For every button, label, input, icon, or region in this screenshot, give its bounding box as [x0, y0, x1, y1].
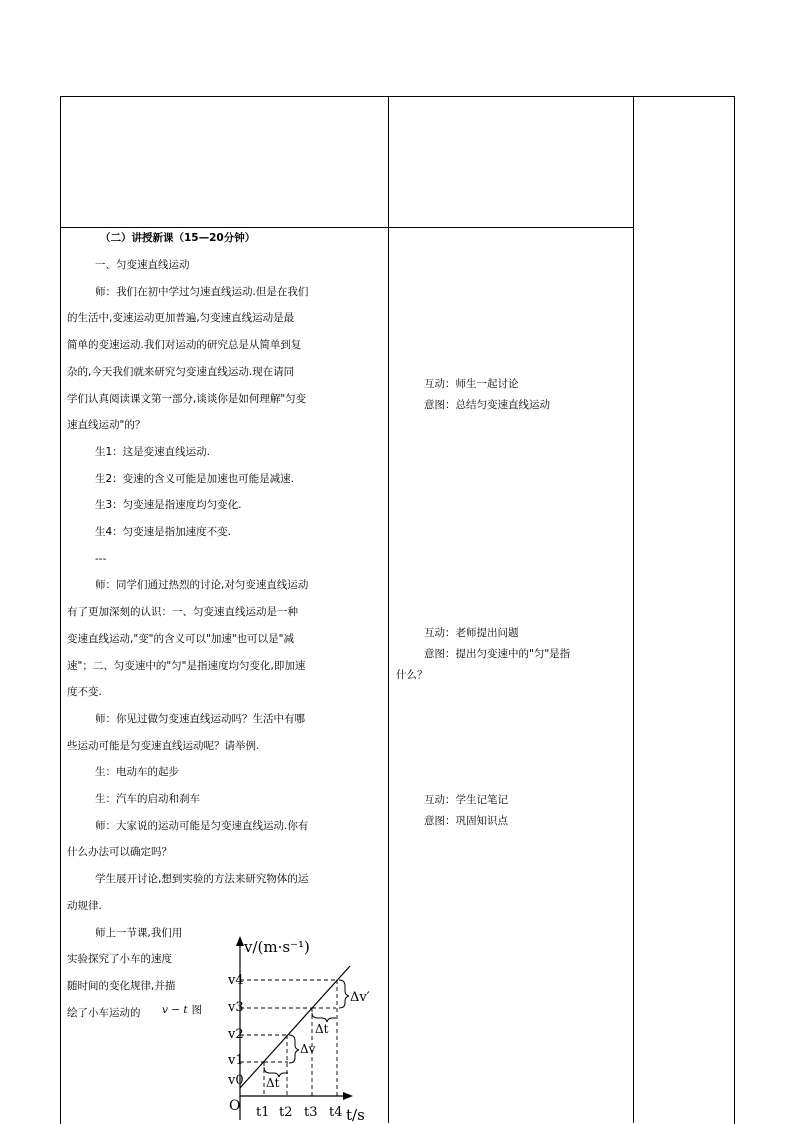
content-line: 学生展开讨论,想到实验的方法来研究物体的运 [95, 873, 309, 885]
content-line: 一、匀变速直线运动 [95, 259, 190, 271]
content-line: 度不变. [67, 686, 102, 698]
tick-t2: t2 [279, 1105, 293, 1120]
content-line: 生1：这是变速直线运动. [95, 446, 211, 458]
intent-note: 意图：总结匀变速直线运动 [424, 399, 550, 411]
tick-v0: v0 [228, 1073, 244, 1088]
content-line: 师：我们在初中学过匀速直线运动.但是在我们 [95, 286, 309, 298]
tick-v2: v2 [228, 1027, 244, 1042]
intent-note: 意图：巩固知识点 [424, 815, 508, 827]
content-line: 师上一节课,我们用 [95, 927, 183, 939]
content-line: 生：汽车的启动和刹车 [95, 793, 200, 805]
interaction-note: 互动：学生记笔记 [424, 794, 508, 806]
content-line: --- [95, 553, 107, 565]
delta-v-label-2: Δv′ [350, 990, 370, 1005]
delta-t-label-1: Δt [266, 1076, 280, 1090]
content-line: 的生活中,变速运动更加普遍,匀变速直线运动是最 [67, 312, 295, 324]
content-line: 有了更加深刻的认识：一、匀变速直线运动是一种 [67, 606, 298, 618]
interaction-note: 互动：师生一起讨论 [424, 378, 519, 390]
delta-t-label-2: Δt [315, 1022, 329, 1036]
tick-v4: v4 [228, 973, 244, 988]
content-line: 生4：匀变速是指加速度不变. [95, 526, 232, 538]
content-line: 师：你见过做匀变速直线运动吗？生活中有哪 [95, 713, 305, 725]
vt-graph-suffix: 图 [191, 1004, 203, 1016]
content-line: 些运动可能是匀变速直线运动呢？请举例. [67, 740, 260, 752]
content-line: 速"；二、匀变速中的"匀"是指速度均匀变化,即加速 [67, 660, 306, 672]
row-divider [60, 227, 634, 228]
x-axis-label: t/s [346, 1106, 365, 1123]
content-line: 师：大家说的运动可能是匀变速直线运动.你有 [95, 820, 309, 832]
tick-v1: v1 [228, 1053, 244, 1068]
origin-label: O [229, 1098, 241, 1114]
vt-line [240, 966, 350, 1088]
tick-t1: t1 [256, 1105, 270, 1120]
content-line: 随时间的变化规律,并描 [67, 980, 176, 992]
y-axis-label: v/(m·s⁻¹) [244, 938, 310, 956]
v-axis-arrow [236, 936, 244, 946]
column-divider-2 [633, 96, 634, 1123]
delta-v-label-1: Δv [300, 1042, 316, 1056]
vt-graph-label: v − t [162, 1004, 188, 1016]
content-line: 变速直线运动,"变"的含义可以"加速"也可以是"减 [67, 633, 294, 645]
interaction-note: 互动：老师提出问题 [424, 627, 519, 639]
tick-t3: t3 [304, 1105, 318, 1120]
intent-note: 意图：提出匀变速中的"匀"是指 [424, 648, 571, 660]
velocity-time-graph [222, 930, 382, 1123]
section-title: （二）讲授新课（15—20分钟） [100, 232, 256, 244]
content-line: 绘了小车运动的 [67, 1007, 141, 1019]
intent-note-cont: 什么？ [396, 669, 428, 681]
t-axis-arrow [343, 1092, 353, 1100]
vt-inline [158, 1003, 218, 1017]
tick-t4: t4 [329, 1105, 343, 1120]
delta-v-brace-2 [339, 980, 349, 1008]
column-divider-1 [388, 96, 389, 1123]
tick-v3: v3 [228, 1000, 244, 1015]
content-line: 什么办法可以确定吗？ [67, 846, 172, 858]
content-line: 杂的,今天我们就来研究匀变速直线运动.现在请同 [67, 366, 295, 378]
delta-t-brace-2 [312, 1013, 336, 1022]
delta-v-brace-1 [289, 1035, 299, 1063]
content-line: 简单的变速运动.我们对运动的研究总是从简单到复 [67, 339, 302, 351]
content-line: 实验探究了小车的速度 [67, 953, 172, 965]
content-line: 生：电动车的起步 [95, 766, 179, 778]
content-line: 动规律. [67, 900, 102, 912]
content-line: 速直线运动"的？ [67, 419, 146, 431]
content-line: 学们认真阅读课文第一部分,谈谈你是如何理解"匀变 [67, 393, 307, 405]
content-line: 生3：匀变速是指速度均匀变化. [95, 499, 242, 511]
content-line: 师：同学们通过热烈的讨论,对匀变速直线运动 [95, 579, 309, 591]
content-line: 生2：变速的含义可能是加速也可能是减速. [95, 473, 295, 485]
